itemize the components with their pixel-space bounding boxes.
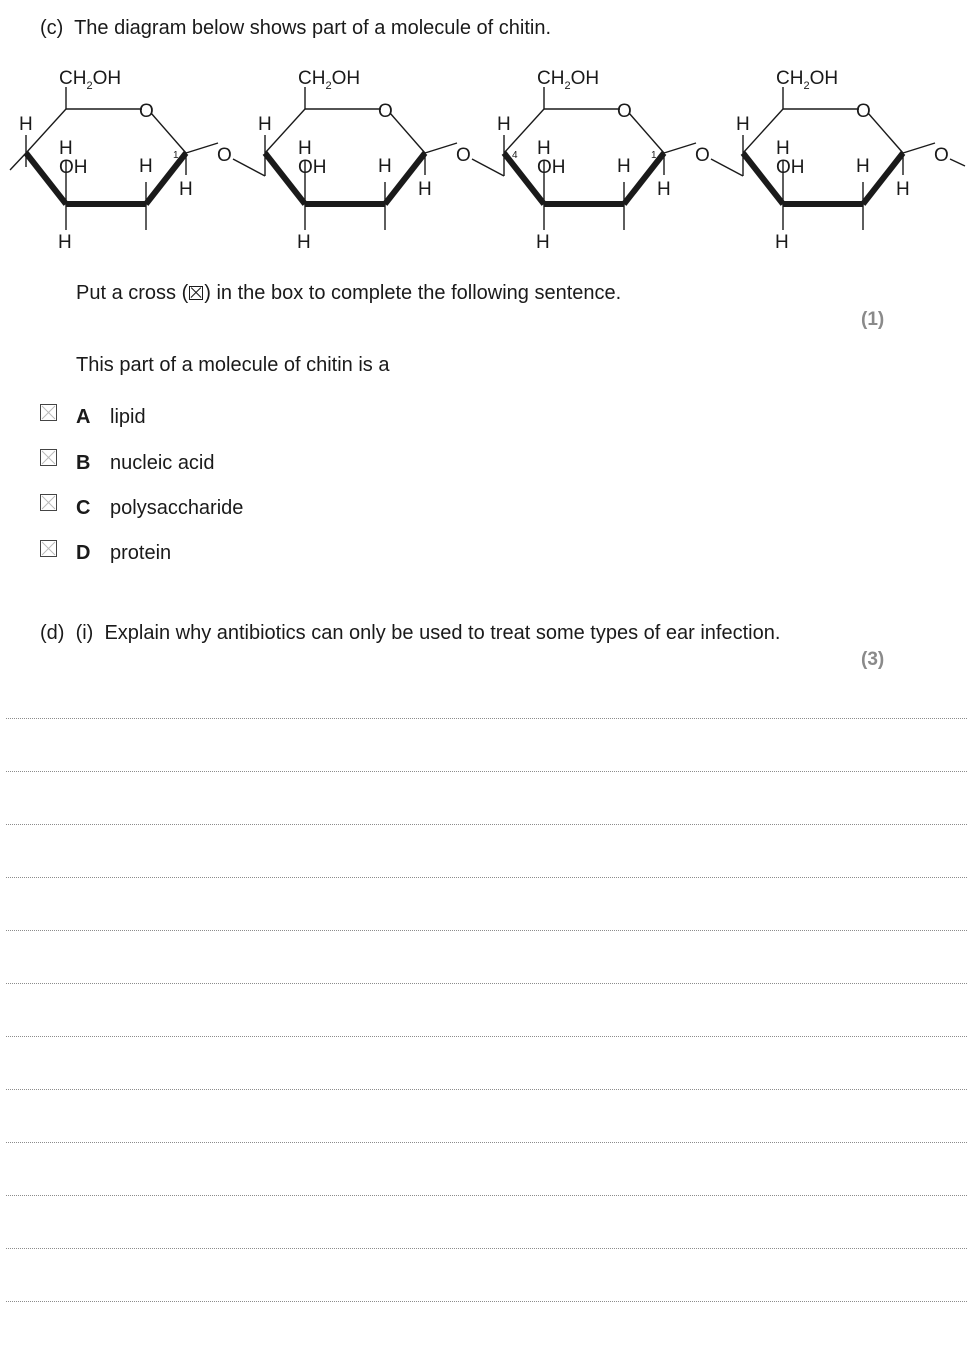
marks-c: (1) (861, 309, 885, 330)
answer-line[interactable] (6, 1142, 967, 1143)
hydrogen-label: H (298, 138, 312, 159)
hydrogen-label: H (537, 138, 551, 159)
sentence-stem: This part of a molecule of chitin is a (76, 354, 390, 376)
question-d-label: (d) (40, 622, 65, 644)
ring-oxygen-label: O (856, 101, 871, 122)
glycosidic-bond (233, 159, 265, 176)
ring-oxygen-label: O (378, 101, 393, 122)
chitin-structure-diagram (0, 55, 972, 265)
question-c-stem-text: The diagram below shows part of a molecule of chitin. (74, 17, 551, 39)
ring-oxygen-label: O (617, 101, 632, 122)
answer-line[interactable] (6, 771, 967, 772)
option-b-text: nucleic acid (110, 452, 215, 474)
answer-line[interactable] (6, 983, 967, 984)
hydrogen-label: H (736, 114, 750, 135)
instruction-before: Put a cross ( (76, 282, 189, 304)
option-d-text: protein (110, 542, 172, 564)
ch2oh-group-label: $CH_2OH$ (59, 68, 122, 92)
hydrogen-label: H (856, 156, 870, 177)
hydrogen-label: H (139, 156, 153, 177)
glycosidic-oxygen-label: O (456, 145, 471, 166)
ch2oh-group-label: $CH_2OH$ (298, 68, 361, 92)
glycosidic-bond (472, 159, 504, 176)
checkbox-c[interactable] (40, 494, 57, 511)
checkbox-a[interactable] (40, 404, 57, 421)
ring-bond (629, 113, 664, 153)
hydrogen-label: H (775, 232, 789, 253)
hydrogen-label: H (657, 179, 671, 200)
carbon-1-label: 1 (173, 150, 179, 161)
instruction-after: ) in the box to complete the following sentence. (204, 282, 622, 304)
answer-line[interactable] (6, 1089, 967, 1090)
answer-line[interactable] (6, 1036, 967, 1037)
glycosidic-bond (664, 143, 696, 153)
hydrogen-label: H (776, 138, 790, 159)
glycosidic-bond (425, 143, 457, 153)
hydrogen-label: H (179, 179, 193, 200)
option-d-letter: D (76, 542, 91, 564)
ring-bond (390, 113, 425, 153)
hydrogen-label: H (59, 138, 73, 159)
answer-line[interactable] (6, 1195, 967, 1196)
ring-oxygen-label: O (139, 101, 154, 122)
question-c-label: (c) (40, 17, 64, 39)
answer-line[interactable] (6, 718, 967, 719)
ring-bond (868, 113, 903, 153)
option-a-letter: A (76, 406, 91, 428)
glycosidic-bond (950, 159, 965, 166)
question-d-stem (40, 622, 780, 645)
question-d-sublabel: (i) (75, 622, 94, 644)
answer-line[interactable] (6, 1301, 967, 1302)
hydrogen-label: H (58, 232, 72, 253)
ch2oh-group-label: $CH_2OH$ (776, 68, 839, 92)
question-c-stem (40, 17, 551, 40)
hydroxyl-label: OH (298, 157, 327, 178)
hydroxyl-label: OH (537, 157, 566, 178)
glycosidic-oxygen-label: O (217, 145, 232, 166)
carbon-4-label: 4 (512, 150, 518, 161)
answer-line[interactable] (6, 877, 967, 878)
glycosidic-bond (711, 159, 743, 176)
marks-d: (3) (861, 649, 885, 670)
option-c-text: polysaccharide (110, 497, 244, 519)
answer-line[interactable] (6, 930, 967, 931)
answer-line[interactable] (6, 1248, 967, 1249)
hydrogen-label: H (19, 114, 33, 135)
hydrogen-label: H (497, 114, 511, 135)
glycosidic-bond (903, 143, 935, 153)
checkbox-b[interactable] (40, 449, 57, 466)
ring-bond (151, 113, 186, 153)
answer-line[interactable] (6, 824, 967, 825)
instruction (76, 282, 621, 305)
option-a-text: lipid (110, 406, 146, 428)
glycosidic-oxygen-label: O (934, 145, 949, 166)
hydrogen-label: H (378, 156, 392, 177)
terminal-bond (10, 153, 26, 170)
hydrogen-label: H (258, 114, 272, 135)
ch2oh-group-label: $CH_2OH$ (537, 68, 600, 92)
hydroxyl-label: OH (59, 157, 88, 178)
glycosidic-bond (186, 143, 218, 153)
carbon-1-label: 1 (651, 150, 657, 161)
checkbox-d[interactable] (40, 540, 57, 557)
hydrogen-label: H (617, 156, 631, 177)
glycosidic-oxygen-label: O (695, 145, 710, 166)
option-c-letter: C (76, 497, 91, 519)
hydroxyl-label: OH (776, 157, 805, 178)
option-b-letter: B (76, 452, 91, 474)
hydrogen-label: H (536, 232, 550, 253)
hydrogen-label: H (418, 179, 432, 200)
hydrogen-label: H (297, 232, 311, 253)
crossed-box-icon (189, 286, 203, 300)
question-d-text: Explain why antibiotics can only be used to treat some types of ear infection. (104, 622, 781, 644)
hydrogen-label: H (896, 179, 910, 200)
